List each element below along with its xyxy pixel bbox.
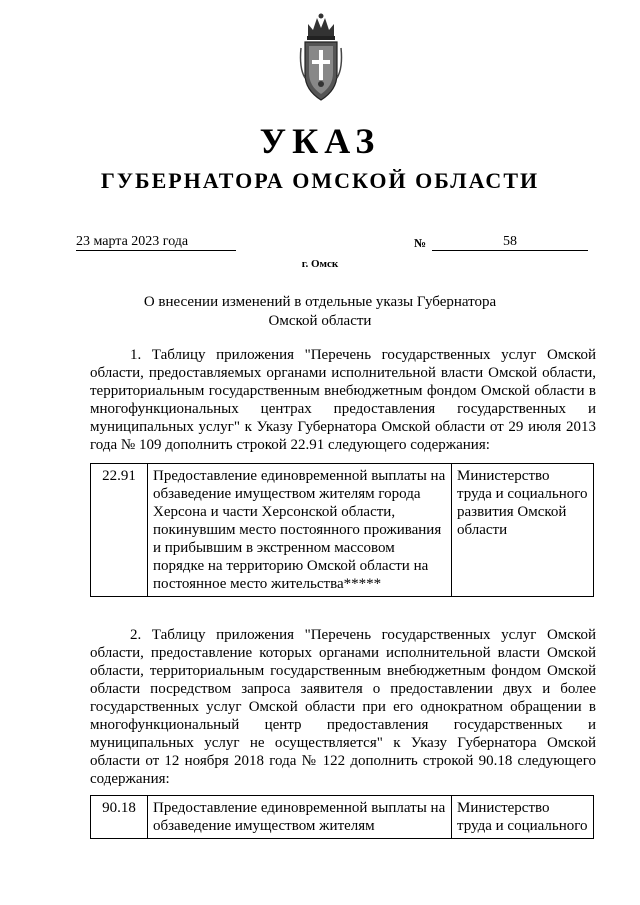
- paragraph-1: [90, 346, 596, 454]
- responsible-authority: Министерство труда и социального развития Омской области: [452, 464, 594, 597]
- paragraph-2: [90, 626, 596, 788]
- paragraph-2-text: 2. Таблицу приложения "Перечень государственных услуг Омской области, предоставление которых органами исполнительной власти Омской области, территориальным государственным внебюджетным фондом Омской области посредством запроса заявителя о предоставлении двух и более государственных услуг Омской области при его однократном обращении в многофункциональный центр предоставления государственных и муниципальных услуг не осуществляется" к Указу Губернатора Омской области от 12 ноября 2018 года № 122 дополнить строкой 90.18 следующего содержания:: [90, 627, 596, 787]
- table-row-22-91: [90, 463, 594, 597]
- table-row: [91, 464, 594, 597]
- service-name: Предоставление единовременной выплаты на обзаведение имуществом жителям города Херсона и части Херсонской области, покинувшим место постоянного проживания и прибывшим в экстренном массовом порядке на территорию Омской области на постоянное место жительства*****: [148, 464, 452, 597]
- decree-heading: О внесении изменений в отдельные указы Губернатора Омской области: [143, 294, 497, 329]
- responsible-authority: Министерство труда и социального: [452, 796, 594, 839]
- document-subtitle: ГУБЕРНАТОРА ОМСКОЙ ОБЛАСТИ: [100, 168, 540, 193]
- decree-number: 58: [432, 234, 588, 251]
- document-title: УКАЗ: [259, 121, 381, 161]
- table-row: [91, 796, 594, 839]
- decree-city: г. Омск: [301, 258, 339, 270]
- table-row-90-18: [90, 795, 594, 839]
- decree-date: 23 марта 2023 года: [76, 234, 236, 251]
- service-name: Предоставление единовременной выплаты на обзаведение имуществом жителям: [148, 796, 452, 839]
- number-sign: №: [414, 236, 427, 250]
- row-number: 22.91: [91, 464, 148, 597]
- omsk-coat-of-arms-icon: [296, 8, 346, 108]
- paragraph-1-text: 1. Таблицу приложения "Перечень государственных услуг Омской области, предоставляемых органами исполнительной власти Омской области, территориальным государственным внебюджетным фондом Омской области в многофункциональных центрах предоставления государственных и муниципальных услуг" к Указу Губернатора Омской области от 29 июля 2013 года № 109 дополнить строкой 22.91 следующего содержания:: [90, 347, 596, 453]
- row-number: 90.18: [91, 796, 148, 839]
